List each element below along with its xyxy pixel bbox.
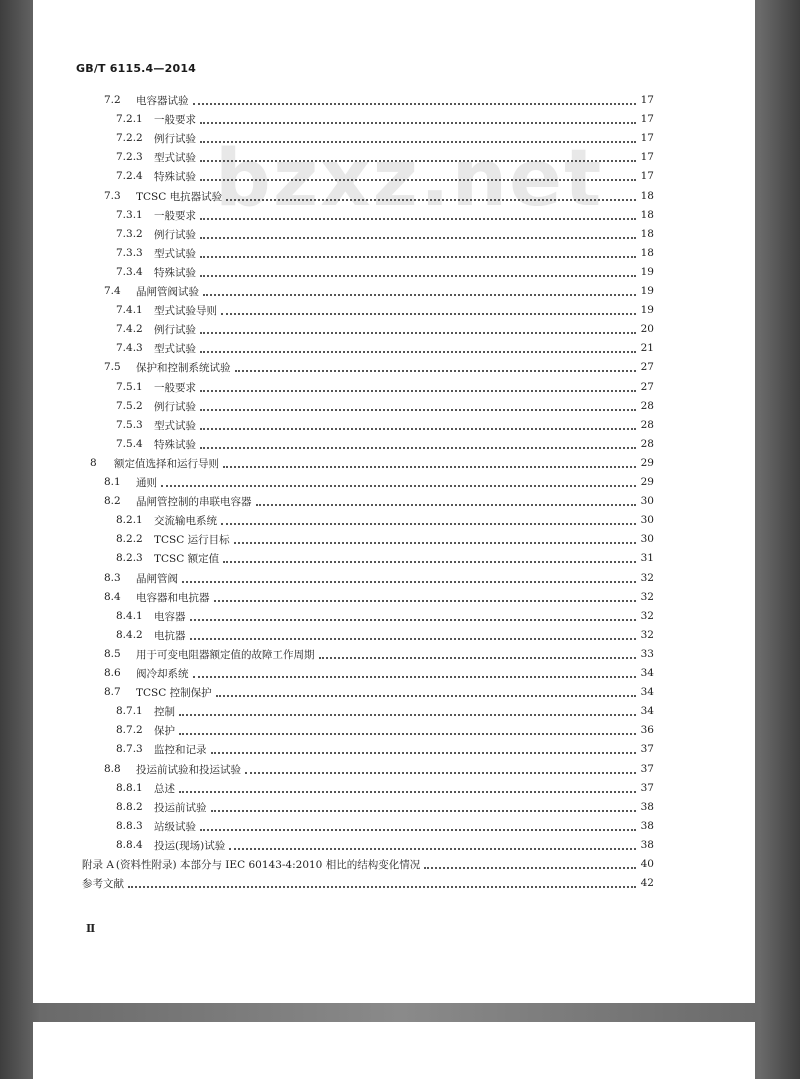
toc-entry[interactable]	[116, 167, 654, 185]
toc-leader-dots	[221, 312, 636, 315]
toc-leader-dots	[256, 503, 637, 506]
toc-entry[interactable]	[116, 110, 654, 128]
toc-entry[interactable]	[116, 702, 654, 720]
toc-entry[interactable]	[104, 187, 654, 205]
toc-leader-dots	[200, 159, 636, 162]
toc-entry-page: 32	[640, 629, 654, 641]
toc-entry[interactable]	[116, 397, 654, 415]
toc-entry-number: 8.6	[104, 667, 121, 679]
toc-entry-number: 7.2	[104, 94, 121, 106]
toc-entry-number: 7.2.2	[116, 132, 143, 144]
toc-entry-number: 8	[90, 457, 97, 469]
toc-entry[interactable]	[116, 817, 654, 835]
toc-entry[interactable]	[116, 416, 654, 434]
toc-entry-number: 7.2.3	[116, 151, 143, 163]
toc-leader-dots	[200, 178, 636, 181]
toc-leader-dots	[211, 751, 637, 754]
toc-entry-title: 例行试验	[154, 132, 196, 145]
toc-entry-number: 参考文献	[82, 877, 124, 890]
toc-entry-number: 8.2.2	[116, 533, 143, 545]
toc-entry-page: 36	[640, 724, 654, 736]
toc-leader-dots	[223, 465, 636, 468]
toc-leader-dots	[203, 293, 636, 296]
toc-entry-page: 37	[640, 743, 654, 755]
toc-entry-page: 18	[640, 190, 654, 202]
toc-entry-page: 21	[640, 342, 654, 354]
toc-entry[interactable]	[90, 454, 654, 472]
toc-entry-number: 7.4.3	[116, 342, 143, 354]
toc-entry-page: 38	[640, 801, 654, 813]
toc-entry-number: 8.4.2	[116, 629, 143, 641]
toc-entry-page: 17	[640, 113, 654, 125]
toc-leader-dots	[200, 217, 636, 220]
toc-entry-page: 18	[640, 247, 654, 259]
toc-entry-number: 8.7	[104, 686, 121, 698]
toc-entry[interactable]	[104, 683, 654, 701]
toc-leader-dots	[179, 732, 636, 735]
toc-leader-dots	[424, 866, 636, 869]
toc-entry-title: 控制	[154, 705, 175, 718]
toc-entry-title: 电抗器	[154, 629, 186, 642]
standard-code: GB/T 6115.4—2014	[76, 62, 197, 75]
toc-entry[interactable]	[116, 721, 654, 739]
toc-entry-page: 34	[640, 667, 654, 679]
toc-entry-number: 7.5.2	[116, 400, 143, 412]
toc-entry-page: 27	[640, 361, 654, 373]
toc-entry-page: 32	[640, 610, 654, 622]
toc-entry[interactable]	[116, 798, 654, 816]
toc-entry-number: 8.7.3	[116, 743, 143, 755]
toc-leader-dots	[161, 484, 636, 487]
toc-entry-number: 8.3	[104, 572, 121, 584]
toc-leader-dots	[200, 828, 636, 831]
toc-entry[interactable]	[116, 378, 654, 396]
toc-leader-dots	[200, 408, 636, 411]
toc-entry[interactable]	[104, 569, 654, 587]
toc-entry-title: 交流输电系统	[154, 514, 217, 527]
toc-leader-dots	[319, 656, 637, 659]
toc-entry-number: 8.8.1	[116, 782, 143, 794]
toc-entry-title: 型式试验	[154, 419, 196, 432]
toc-entry[interactable]	[116, 244, 654, 262]
toc-leader-dots	[229, 847, 636, 850]
toc-entry-page: 42	[640, 877, 654, 889]
toc-leader-dots	[179, 713, 636, 716]
watermark: bzxz.net	[215, 134, 604, 224]
toc-leader-dots	[226, 198, 636, 201]
toc-leader-dots	[245, 771, 636, 774]
toc-entry-title: TCSC 运行目标	[154, 533, 230, 546]
toc-leader-dots	[200, 236, 636, 239]
toc-entry-title: 特殊试验	[154, 170, 196, 183]
toc-entry-page: 33	[640, 648, 654, 660]
toc-entry-page: 19	[640, 285, 654, 297]
toc-entry-page: 37	[640, 782, 654, 794]
toc-leader-dots	[200, 350, 636, 353]
toc-entry-number: 7.2.4	[116, 170, 143, 182]
toc-entry-title: 保护	[154, 724, 175, 737]
toc-entry-page: 40	[640, 858, 654, 870]
toc-leader-dots	[179, 790, 636, 793]
toc-leader-dots	[214, 599, 637, 602]
toc-leader-dots	[200, 427, 636, 430]
toc-entry-page: 37	[640, 763, 654, 775]
toc-entry-page: 38	[640, 839, 654, 851]
toc-entry-number: 7.4	[104, 285, 121, 297]
toc-entry-title: 投运(现场)试验	[154, 839, 226, 852]
toc-leader-dots	[200, 140, 636, 143]
toc-entry-page: 27	[640, 381, 654, 393]
toc-entry-title: 一般要求	[154, 209, 196, 222]
toc-entry-title: 例行试验	[154, 400, 196, 413]
toc-leader-dots	[200, 389, 636, 392]
toc-entry[interactable]	[104, 91, 654, 109]
toc-entry-number: 7.3.2	[116, 228, 143, 240]
toc-entry[interactable]	[116, 320, 654, 338]
toc-entry-number: 7.5	[104, 361, 121, 373]
toc-leader-dots	[211, 809, 637, 812]
toc-entry[interactable]	[116, 836, 654, 854]
toc-entry[interactable]	[104, 588, 654, 606]
toc-entry-page: 28	[640, 400, 654, 412]
toc-entry-number: 附录 A	[82, 858, 114, 871]
toc-entry-number: 8.2.1	[116, 514, 143, 526]
toc-entry-number: 8.7.2	[116, 724, 143, 736]
toc-entry-title: 站级试验	[154, 820, 196, 833]
toc-leader-dots	[190, 618, 637, 621]
toc-entry[interactable]	[104, 760, 654, 778]
toc-entry-title: 电容器	[154, 610, 186, 623]
toc-entry-page: 28	[640, 419, 654, 431]
toc-entry-title: 投运前试验和投运试验	[136, 763, 241, 776]
toc-entry[interactable]	[116, 129, 654, 147]
toc-entry[interactable]	[116, 779, 654, 797]
toc-entry[interactable]	[82, 874, 654, 892]
toc-entry[interactable]	[116, 339, 654, 357]
toc-entry-title: 保护和控制系统试验	[136, 361, 231, 374]
toc-entry-number: 7.5.3	[116, 419, 143, 431]
toc-entry[interactable]	[116, 206, 654, 224]
toc-entry-number: 7.5.1	[116, 381, 143, 393]
toc-entry-number: 8.1	[104, 476, 121, 488]
toc-entry-number: 7.3	[104, 190, 121, 202]
toc-entry-title: 晶闸管阀	[136, 572, 178, 585]
toc-entry[interactable]	[104, 645, 654, 663]
toc-entry-title: 晶闸管阀试验	[136, 285, 199, 298]
next-page-edge	[33, 1022, 755, 1079]
toc-entry[interactable]	[104, 473, 654, 491]
toc-entry-page: 28	[640, 438, 654, 450]
toc-entry-title: 投运前试验	[154, 801, 207, 814]
toc-entry-title: TCSC 电抗器试验	[136, 190, 223, 203]
toc-entry-title: 型式试验导则	[154, 304, 217, 317]
toc-entry-title: 电容器试验	[136, 94, 189, 107]
toc-entry-page: 17	[640, 132, 654, 144]
toc-entry[interactable]	[104, 282, 654, 300]
toc-entry-number: 8.8	[104, 763, 121, 775]
toc-entry-page: 17	[640, 151, 654, 163]
toc-entry-title: TCSC 控制保护	[136, 686, 212, 699]
toc-entry-title: 一般要求	[154, 381, 196, 394]
toc-entry-number: 8.2.3	[116, 552, 143, 564]
toc-entry-page: 30	[640, 495, 654, 507]
toc-entry[interactable]	[116, 511, 654, 529]
toc-entry-number: 8.8.4	[116, 839, 143, 851]
toc-entry[interactable]	[116, 626, 654, 644]
toc-entry-number: 8.5	[104, 648, 121, 660]
toc-entry[interactable]	[116, 607, 654, 625]
toc-entry[interactable]	[116, 225, 654, 243]
toc-entry-title: 特殊试验	[154, 266, 196, 279]
toc-entry[interactable]	[116, 549, 654, 567]
toc-entry-page: 20	[640, 323, 654, 335]
toc-entry-page: 30	[640, 533, 654, 545]
toc-entry-page: 32	[640, 572, 654, 584]
toc-entry-title: TCSC 额定值	[154, 552, 220, 565]
toc-entry-title: 型式试验	[154, 151, 196, 164]
toc-leader-dots	[200, 121, 636, 124]
toc-entry-title: 阀冷却系统	[136, 667, 189, 680]
toc-entry-page: 38	[640, 820, 654, 832]
toc-entry[interactable]	[104, 358, 654, 376]
toc-entry-page: 17	[640, 94, 654, 106]
toc-entry-number: 7.4.1	[116, 304, 143, 316]
toc-entry[interactable]	[116, 301, 654, 319]
toc-leader-dots	[200, 274, 636, 277]
toc-entry-title: 监控和记录	[154, 743, 207, 756]
toc-entry-title: 例行试验	[154, 228, 196, 241]
toc-entry-title: 电容器和电抗器	[136, 591, 210, 604]
toc-entry-page: 19	[640, 304, 654, 316]
toc-entry-number: 7.4.2	[116, 323, 143, 335]
toc-entry-number: 8.8.2	[116, 801, 143, 813]
toc-entry[interactable]	[116, 435, 654, 453]
toc-leader-dots	[200, 331, 636, 334]
toc-entry-title: 例行试验	[154, 323, 196, 336]
toc-entry[interactable]	[116, 263, 654, 281]
toc-entry-number: 7.3.4	[116, 266, 143, 278]
toc-entry[interactable]	[116, 740, 654, 758]
toc-entry-number: 7.3.3	[116, 247, 143, 259]
toc-entry-title: 用于可变电阻器额定值的故障工作周期	[136, 648, 315, 661]
toc-entry[interactable]	[104, 664, 654, 682]
toc-entry-title: 型式试验	[154, 342, 196, 355]
toc-leader-dots	[223, 560, 636, 563]
toc-entry-number: 7.2.1	[116, 113, 143, 125]
toc-entry-number: 8.2	[104, 495, 121, 507]
toc-entry-page: 29	[640, 457, 654, 469]
page-number: Ⅱ	[86, 922, 96, 935]
toc-entry-title: 晶闸管控制的串联电容器	[136, 495, 252, 508]
toc-entry-page: 34	[640, 705, 654, 717]
toc-entry-page: 18	[640, 209, 654, 221]
toc-entry-number: 8.8.3	[116, 820, 143, 832]
toc-leader-dots	[128, 885, 636, 888]
toc-leader-dots	[182, 580, 636, 583]
toc-entry[interactable]	[116, 530, 654, 548]
toc-entry-title: 通则	[136, 476, 157, 489]
toc-entry-page: 32	[640, 591, 654, 603]
toc-entry[interactable]	[82, 855, 654, 873]
toc-entry-title: 一般要求	[154, 113, 196, 126]
toc-entry-page: 17	[640, 170, 654, 182]
toc-entry-title: (资料性附录) 本部分与 IEC 60143-4:2010 相比的结构变化情况	[115, 858, 421, 871]
toc-entry[interactable]	[104, 492, 654, 510]
toc-entry-page: 30	[640, 514, 654, 526]
toc-entry-title: 额定值选择和运行导则	[114, 457, 219, 470]
toc-entry-number: 8.4	[104, 591, 121, 603]
toc-entry-page: 18	[640, 228, 654, 240]
toc-entry-page: 34	[640, 686, 654, 698]
toc-leader-dots	[200, 446, 636, 449]
toc-entry-number: 7.3.1	[116, 209, 143, 221]
toc-leader-dots	[221, 522, 636, 525]
toc-leader-dots	[200, 255, 636, 258]
toc-entry-number: 7.5.4	[116, 438, 143, 450]
toc-leader-dots	[193, 102, 637, 105]
toc-entry-page: 31	[640, 552, 654, 564]
toc-leader-dots	[193, 675, 637, 678]
toc-leader-dots	[235, 369, 637, 372]
toc-entry-number: 8.4.1	[116, 610, 143, 622]
toc-entry[interactable]	[116, 148, 654, 166]
toc-leader-dots	[216, 694, 636, 697]
toc-entry-title: 特殊试验	[154, 438, 196, 451]
toc-leader-dots	[234, 541, 636, 544]
toc-leader-dots	[190, 637, 637, 640]
toc-entry-title: 型式试验	[154, 247, 196, 260]
toc-entry-number: 8.7.1	[116, 705, 143, 717]
toc-entry-page: 19	[640, 266, 654, 278]
toc-entry-page: 29	[640, 476, 654, 488]
toc-entry-title: 总述	[154, 782, 175, 795]
